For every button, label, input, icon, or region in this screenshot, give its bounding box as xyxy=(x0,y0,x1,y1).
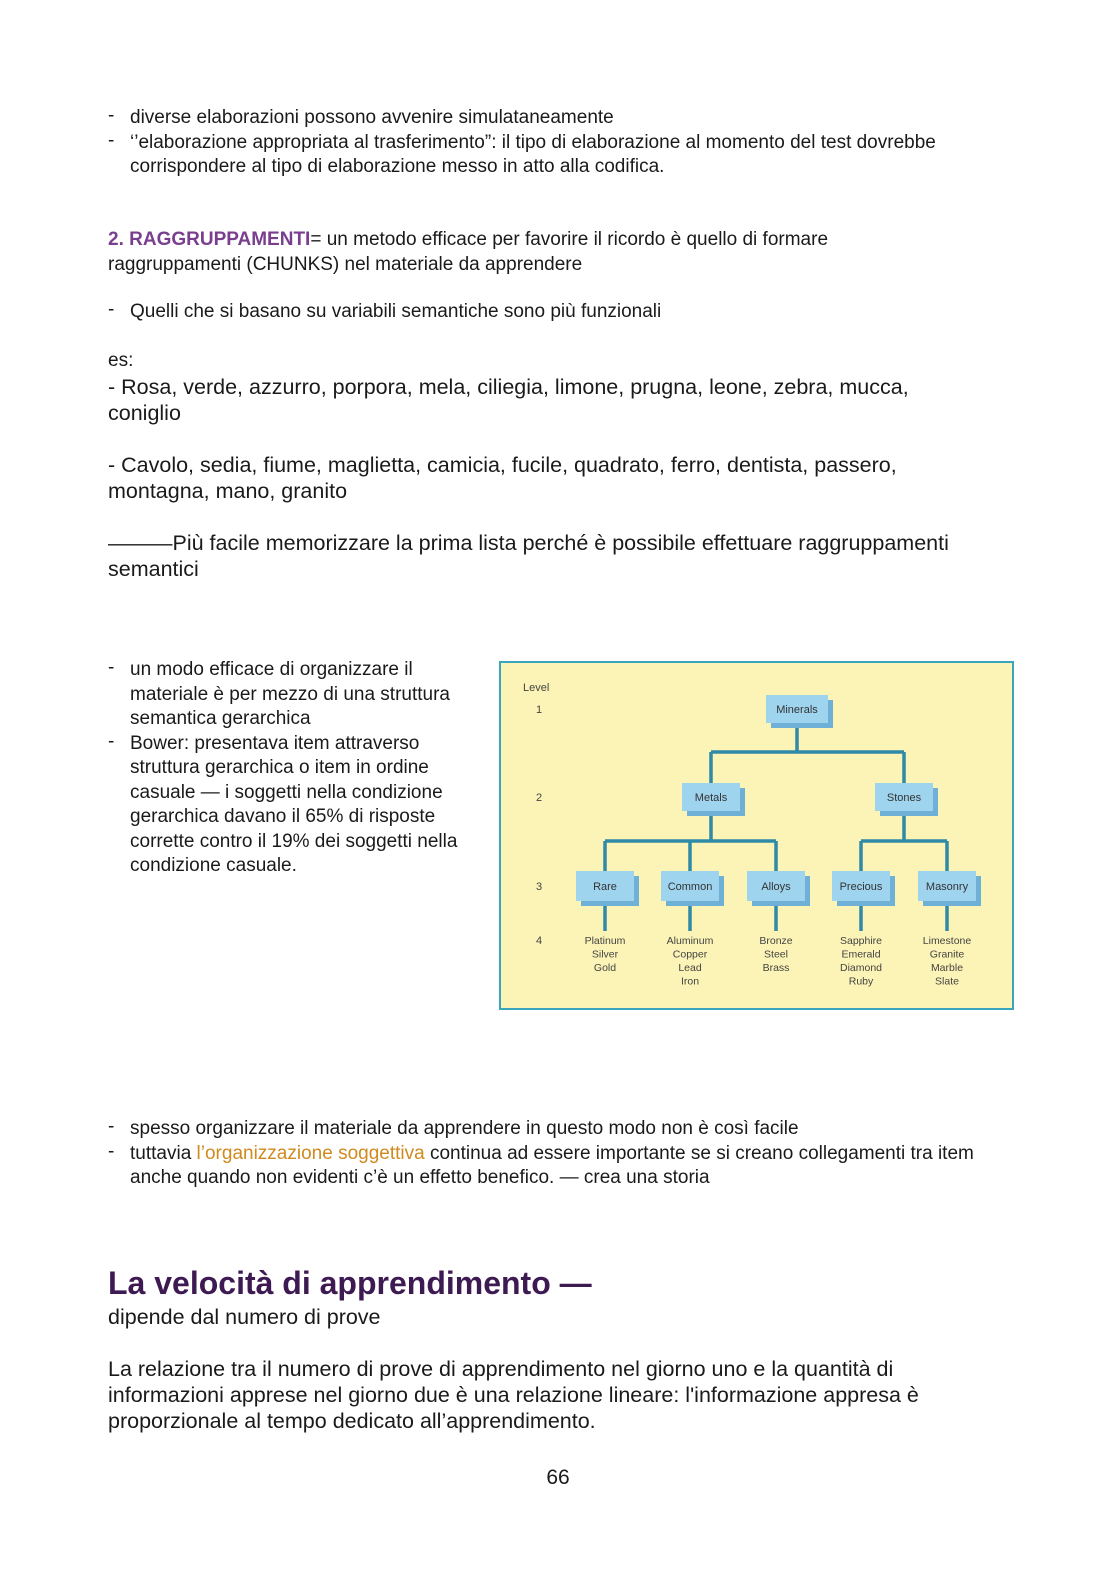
list-item: - spesso organizzare il materiale da apprendere in questo modo non è così facile xyxy=(108,1117,1008,1142)
section-raggruppamenti xyxy=(108,228,908,277)
node-label: Minerals xyxy=(776,704,818,716)
section-paragraph: La relazione tra il numero di prove di apprendimento nel giorno uno e la quantità di informazioni apprese nel giorno due è una relazione lineare: l'informazione appresa è proporzionale al tempo dedicato all’apprendimento. xyxy=(108,1357,919,1433)
section-subheading: dipende dal numero di prove xyxy=(108,1305,381,1329)
highlighted-term: l’organizzazione soggettiva xyxy=(196,1142,425,1164)
level-number: 4 xyxy=(535,935,543,947)
leaf-item: Diamond xyxy=(839,962,883,974)
list-item: - un modo efficace di organizzare il materiale è per mezzo di una struttura semantica gerarchica xyxy=(108,658,478,732)
leaf-item: Copper xyxy=(672,948,708,961)
hierarchy-bullet-list xyxy=(108,658,478,879)
level-number: 2 xyxy=(535,792,543,804)
list-item: - Bower: presentava item attraverso struttura gerarchica o item in ordine casuale — i soggetti nella condizione gerarchica davano il 65% di risposte corrette contro il 19% dei soggetti nella condizione casuale. xyxy=(108,732,478,879)
list-item: - ‘’elaborazione appropriata al trasferimento”: il tipo di elaborazione al momento del test dovrebbe corrispondere al tipo di elaborazione messo in atto alla codifica. xyxy=(108,131,1008,180)
leaf-item: Silver xyxy=(591,948,619,961)
section-heading: La velocità di apprendimento — xyxy=(108,1265,592,1301)
level-number: 3 xyxy=(535,881,543,893)
semantic-bullet-list xyxy=(108,300,988,325)
leaf-item: Platinum xyxy=(584,935,626,947)
level-number: 1 xyxy=(535,704,543,716)
leaf-item: Sapphire xyxy=(839,935,883,947)
leaf-item: Aluminum xyxy=(666,935,714,947)
level-header: Level xyxy=(523,682,550,694)
list-item: - diverse elaborazioni possono avvenire simulataneamente xyxy=(108,106,1008,131)
example-list-2: - Cavolo, sedia, fiume, maglietta, camicia, fucile, quadrato, ferro, dentista, passero, montagna, mano, granito xyxy=(108,453,897,503)
mineral-hierarchy-diagram xyxy=(499,661,1014,1010)
node-label: Masonry xyxy=(925,881,969,893)
text-suffix: continua ad essere importante se si creano collegamenti tra item anche quando non evidenti c’è un effetto benefico. — crea una storia xyxy=(130,1142,974,1188)
node-label: Rare xyxy=(593,881,617,893)
bottom-bullet-list xyxy=(108,1117,1008,1191)
leaf-item: Granite xyxy=(929,948,965,961)
leaf-item: Ruby xyxy=(848,975,874,988)
node-label: Metals xyxy=(694,792,728,804)
top-bullet-list xyxy=(108,106,1008,180)
node-label: Stones xyxy=(886,792,922,804)
list-item xyxy=(108,1142,1008,1191)
list-item: - Quelli che si basano su variabili semantiche sono più funzionali xyxy=(108,300,988,325)
node-label: Precious xyxy=(839,881,883,893)
leaf-item: Marble xyxy=(930,962,964,974)
node-label: Alloys xyxy=(761,881,791,893)
leaf-item: Iron xyxy=(680,975,700,988)
example-list-1: - Rosa, verde, azzurro, porpora, mela, ciliegia, limone, prugna, leone, zebra, mucca, coniglio xyxy=(108,375,909,425)
node-label: Common xyxy=(667,881,713,893)
example-conclusion: ———Più facile memorizzare la prima lista perché è possibile effettuare raggruppamenti semantici xyxy=(108,531,949,581)
examples-label: es: xyxy=(108,350,134,371)
page-number: 66 xyxy=(546,1466,570,1489)
leaf-item: Steel xyxy=(764,948,788,961)
leaf-item: Gold xyxy=(593,962,617,974)
leaf-item: Bronze xyxy=(759,935,793,947)
leaf-item: Slate xyxy=(935,975,959,988)
section-label: 2. RAGGRUPPAMENTI xyxy=(108,229,311,250)
leaf-item: Emerald xyxy=(841,948,881,961)
text-prefix: tuttavia xyxy=(130,1142,197,1164)
leaf-item: Brass xyxy=(762,962,790,974)
leaf-item: Limestone xyxy=(922,935,972,947)
leaf-item: Lead xyxy=(678,962,702,974)
section-text: = un metodo efficace per favorire il ricordo è quello di formare raggruppamenti (CHUNKS) nel materiale da apprendere xyxy=(108,229,829,275)
